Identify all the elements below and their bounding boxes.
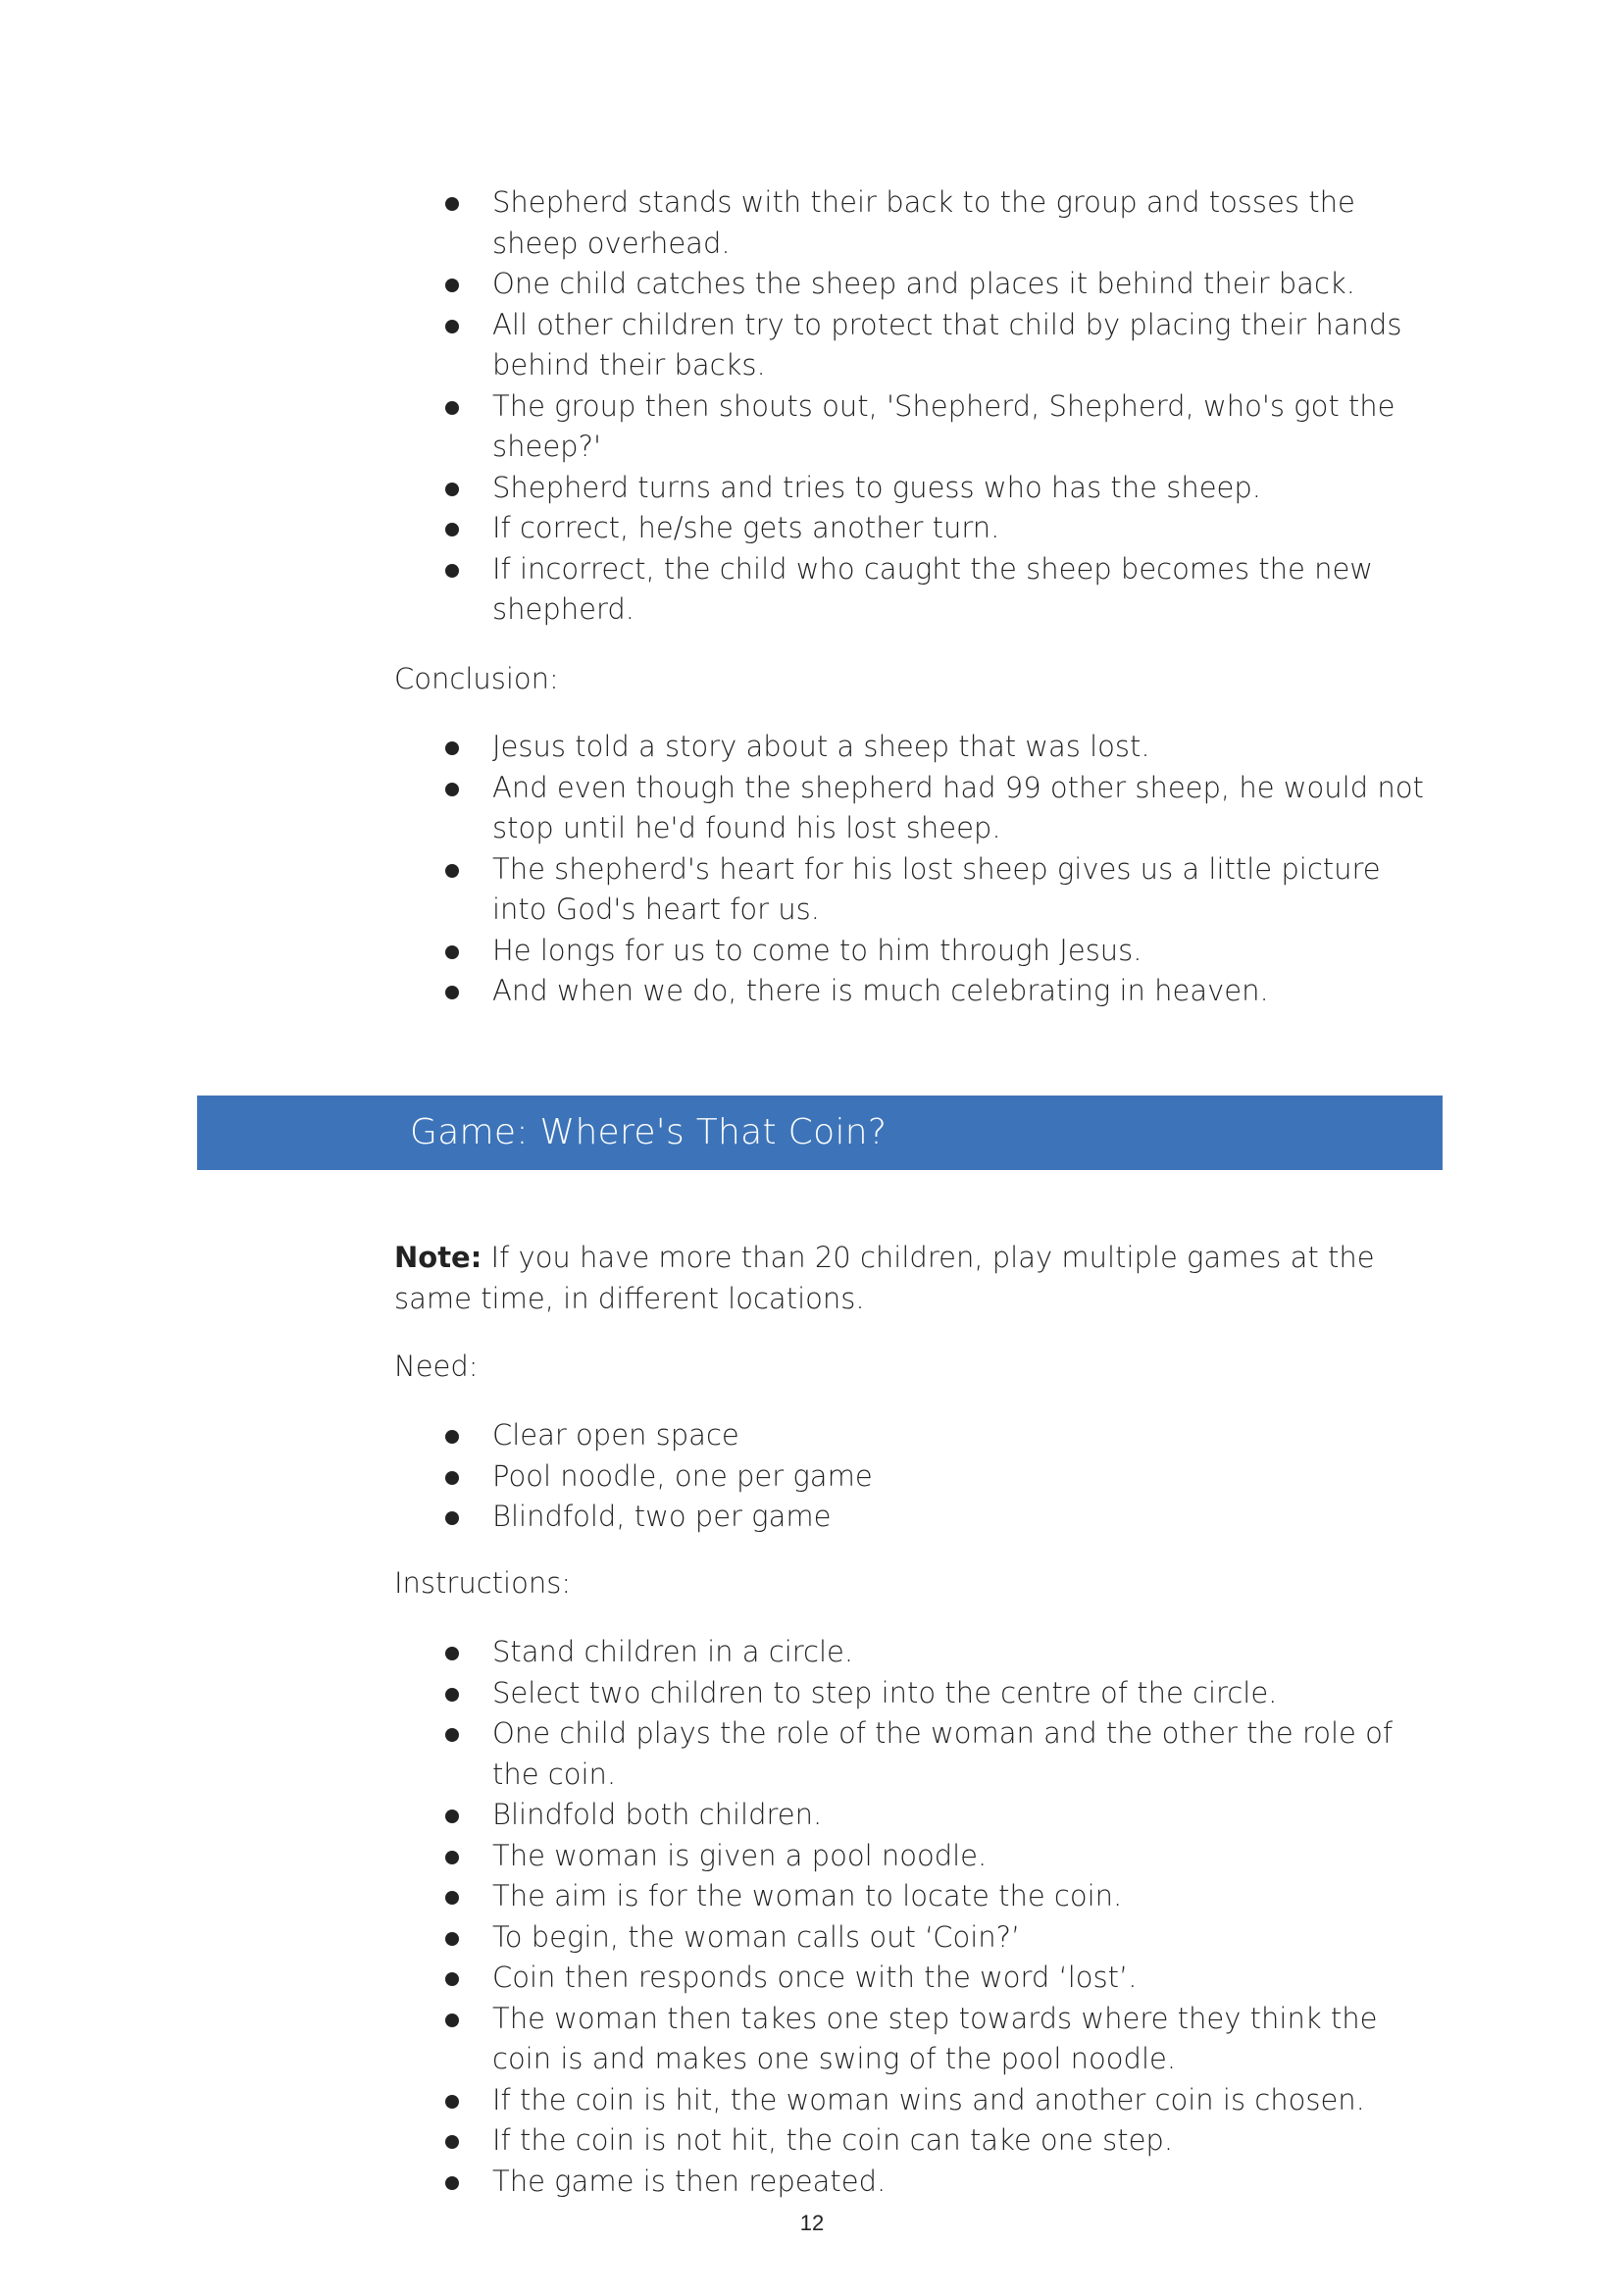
list-item: Blindfold, two per game	[394, 1497, 1434, 1538]
conclusion-section	[394, 659, 1434, 700]
list-item: Clear open space	[394, 1415, 1434, 1456]
bullet-icon	[445, 1891, 459, 1905]
bullet-icon	[445, 1511, 459, 1525]
conclusion-list-wrap	[394, 727, 1434, 1012]
list-item: And even though the shepherd had 99 other sheep, he would not stop until he'd found his lost sheep.	[394, 768, 1434, 849]
list-item: If incorrect, the child who caught the sheep becomes the new shepherd.	[394, 549, 1434, 631]
bullet-icon	[445, 523, 459, 536]
bullet-icon	[445, 2014, 459, 2027]
page-number: 12	[799, 2211, 825, 2235]
list-item: If correct, he/she gets another turn.	[394, 508, 1434, 549]
list-item: Blindfold both children.	[394, 1795, 1434, 1836]
bullet-icon	[445, 1471, 459, 1485]
list-item: Select two children to step into the centre of the circle.	[394, 1673, 1434, 1714]
need-list-wrap	[394, 1415, 1434, 1538]
conclusion-list	[394, 727, 1434, 1012]
bullet-icon	[445, 2176, 459, 2190]
list-item: Jesus told a story about a sheep that was lost.	[394, 727, 1434, 768]
bullet-icon	[445, 2135, 459, 2149]
bullet-icon	[445, 320, 459, 333]
list-item: The woman is given a pool noodle.	[394, 1836, 1434, 1877]
list-item: Shepherd stands with their back to the group and tosses the sheep overhead.	[394, 182, 1434, 264]
conclusion-label: Conclusion:	[394, 662, 559, 695]
need-list	[394, 1415, 1434, 1538]
instructions-section	[394, 1563, 1434, 1605]
list-item: And when we do, there is much celebrating in heaven.	[394, 971, 1434, 1012]
bullet-icon	[445, 1688, 459, 1702]
bullet-icon	[445, 945, 459, 959]
list-item: Shepherd turns and tries to guess who has the sheep.	[394, 468, 1434, 509]
bullet-icon	[445, 1810, 459, 1823]
bullet-icon	[445, 564, 459, 578]
bullet-icon	[445, 741, 459, 755]
list-item: He longs for us to come to him through Jesus.	[394, 931, 1434, 972]
shepherd-steps-list	[394, 182, 1434, 631]
list-item: One child plays the role of the woman and the other the role of the coin.	[394, 1713, 1434, 1795]
list-item: One child catches the sheep and places it behind their back.	[394, 264, 1434, 305]
list-item: Coin then responds once with the word ‘lost’.	[394, 1958, 1434, 1999]
shepherd-game-steps	[394, 182, 1434, 631]
bullet-icon	[445, 1430, 459, 1444]
list-item: The woman then takes one step towards where they think the coin is and makes one swing of the pool noodle.	[394, 1999, 1434, 2080]
list-item: The aim is for the woman to locate the coin.	[394, 1876, 1434, 1917]
bullet-icon	[445, 1851, 459, 1864]
list-item: Stand children in a circle.	[394, 1632, 1434, 1673]
bullet-icon	[445, 197, 459, 211]
instructions-label: Instructions:	[394, 1566, 572, 1600]
need-section	[394, 1347, 1434, 1388]
bullet-icon	[445, 483, 459, 496]
list-item: Pool noodle, one per game	[394, 1456, 1434, 1498]
bullet-icon	[445, 1647, 459, 1660]
instructions-list-wrap	[394, 1632, 1434, 2202]
list-item: The game is then repeated.	[394, 2162, 1434, 2203]
list-item: All other children try to protect that child by placing their hands behind their backs.	[394, 305, 1434, 386]
bullet-icon	[445, 401, 459, 415]
bullet-icon	[445, 1972, 459, 1986]
note-label: Note:	[394, 1241, 482, 1274]
section-title: Game: Where's That Coin?	[410, 1112, 888, 1152]
need-label: Need:	[394, 1350, 479, 1383]
list-item: The shepherd's heart for his lost sheep gives us a little picture into God's heart for us.	[394, 849, 1434, 931]
bullet-icon	[445, 864, 459, 878]
bullet-icon	[445, 986, 459, 999]
note-paragraph	[394, 1238, 1434, 1319]
list-item: To begin, the woman calls out ‘Coin?’	[394, 1917, 1434, 1959]
list-item: If the coin is hit, the woman wins and another coin is chosen.	[394, 2080, 1434, 2121]
bullet-icon	[445, 279, 459, 292]
list-item: The group then shouts out, 'Shepherd, Shepherd, who's got the sheep?'	[394, 386, 1434, 468]
section-banner	[197, 1096, 1443, 1170]
list-item: If the coin is not hit, the coin can take one step.	[394, 2120, 1434, 2162]
bullet-icon	[445, 2095, 459, 2109]
note-text: If you have more than 20 children, play multiple games at the same time, in different locations.	[394, 1241, 1375, 1315]
bullet-icon	[445, 783, 459, 796]
instructions-list	[394, 1632, 1434, 2202]
bullet-icon	[445, 1728, 459, 1742]
bullet-icon	[445, 1932, 459, 1946]
